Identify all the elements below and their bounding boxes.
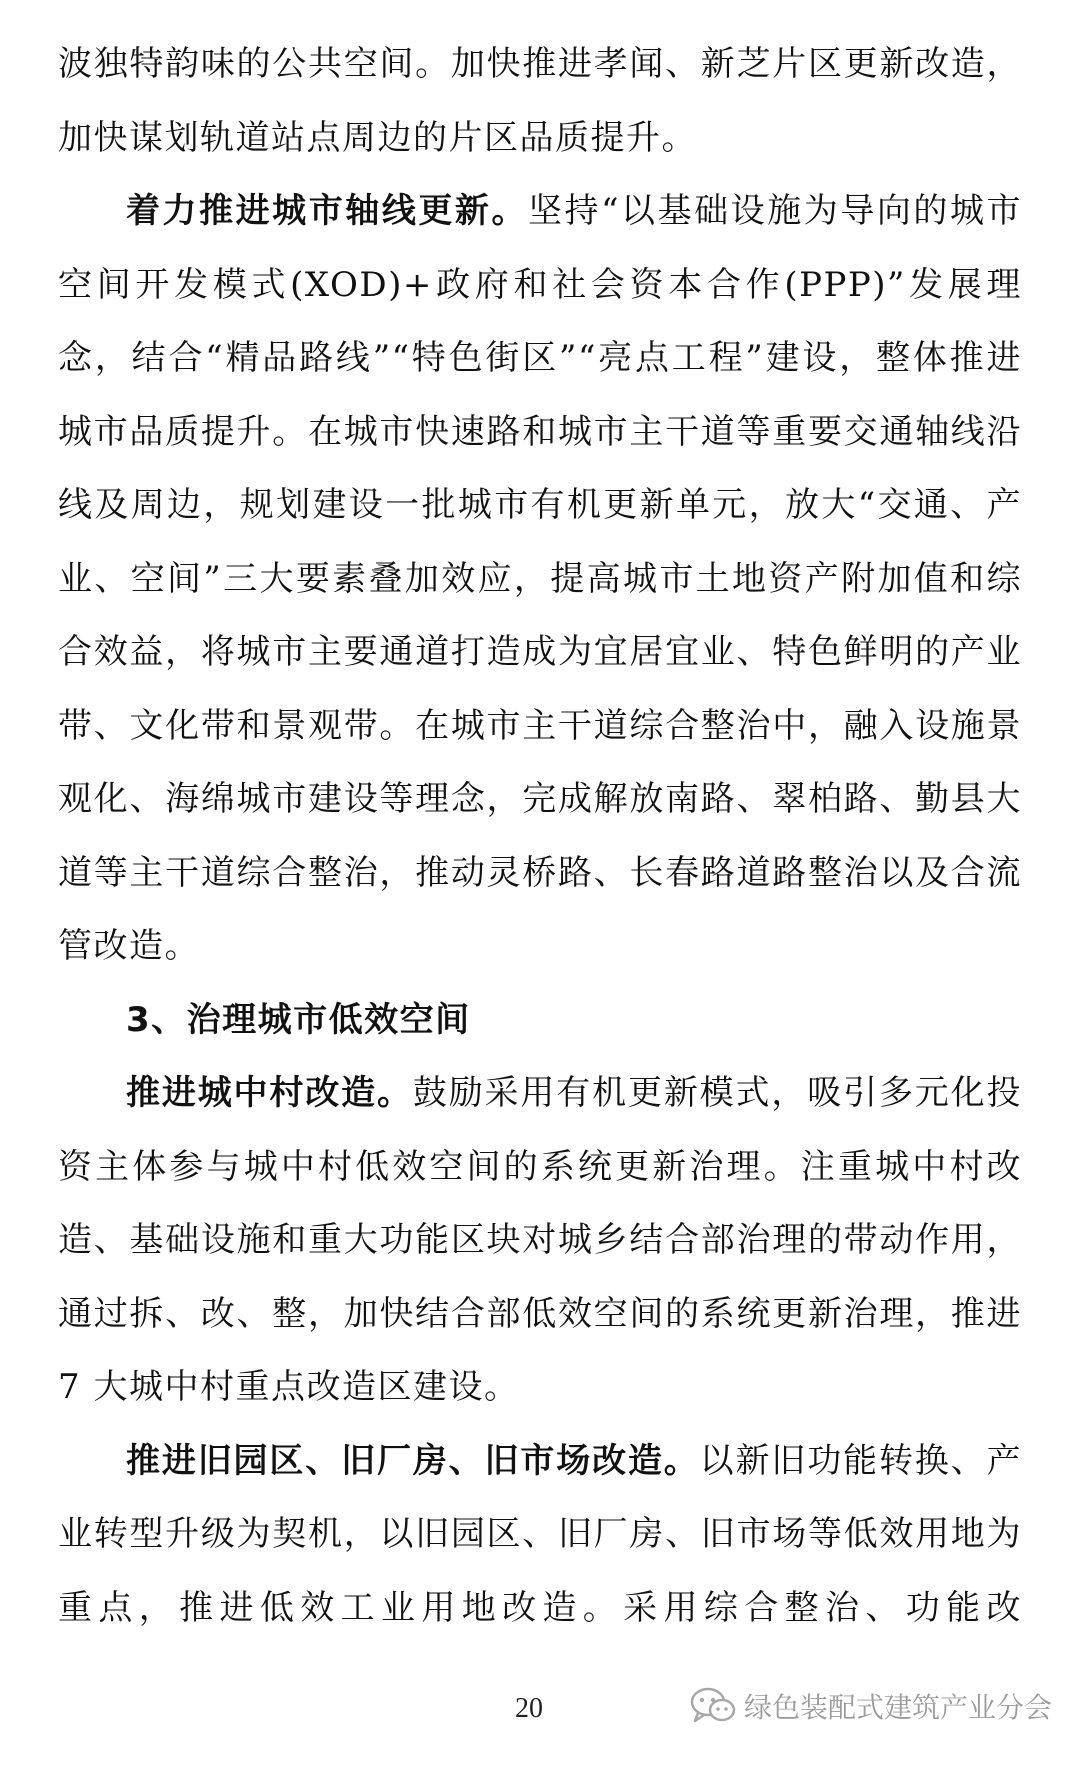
paragraph-1-text: 波独特韵味的公共空间。加快推进孝闻、新芝片区更新改造，加快谋划轨道站点周边的片区品质提升。: [58, 44, 1022, 158]
watermark: [690, 1686, 1052, 1726]
paragraph-axis-renewal-lead: 着力推进城市轴线更新。: [126, 191, 529, 231]
paragraph-urban-village-lead: 推进城中村改造。: [126, 1073, 413, 1113]
section-heading: 3、治理城市低效空间: [126, 999, 471, 1040]
wechat-icon: [690, 1687, 736, 1725]
paragraph-urban-village: [58, 1057, 1022, 1425]
document-body: [58, 28, 1022, 1645]
paragraph-1: [58, 28, 1022, 175]
paragraph-old-parks-lead: 推进旧园区、旧厂房、旧市场改造。: [126, 1440, 700, 1481]
paragraph-urban-village-text: 鼓励采用有机更新模式，吸引多元化投资主体参与城中村低效空间的系统更新治理。注重城中村改造、基础设施和重大功能区块对城乡结合部治理的带动作用，通过拆、改、整，加快结合部低效空间的系统更新治理，推进 7 大城中村重点改造区建设。: [58, 1073, 1023, 1407]
page-number: 20: [515, 1693, 543, 1724]
watermark-text: 绿色装配式建筑产业分会: [744, 1691, 1053, 1724]
paragraph-axis-renewal: [58, 175, 1022, 984]
paragraph-axis-renewal-text: 坚持“以基础设施为导向的城市空间开发模式(XOD)+政府和社会资本合作(PPP)”发展理念，结合“精品路线”“特色街区”“亮点工程”建设，整体推进城市品质提升。在城市快速路和城市主干道等重要交通轴线沿线及周边，规划建设一批城市有机更新单元，放大“交通、产业、空间”三大要素叠加效应，提高城市土地资产附加值和综合效益，将城市主要通道打造成为宜居宜业、特色鲜明的产业带、文化带和景观带。在城市主干道综合整治中，融入设施景观化、海绵城市建设等理念，完成解放南路、翠柏路、勤县大道等主干道综合整治，推动灵桥路、长春路道路整治以及合流管改造。: [58, 191, 1022, 966]
paragraph-old-parks: [58, 1425, 1022, 1646]
paragraph-old-parks-text: 以新旧功能转换、产业转型升级为契机，以旧园区、旧厂房、旧市场等低效用地为重点，推进低效工业用地改造。采用综合整治、功能改: [58, 1440, 1023, 1628]
